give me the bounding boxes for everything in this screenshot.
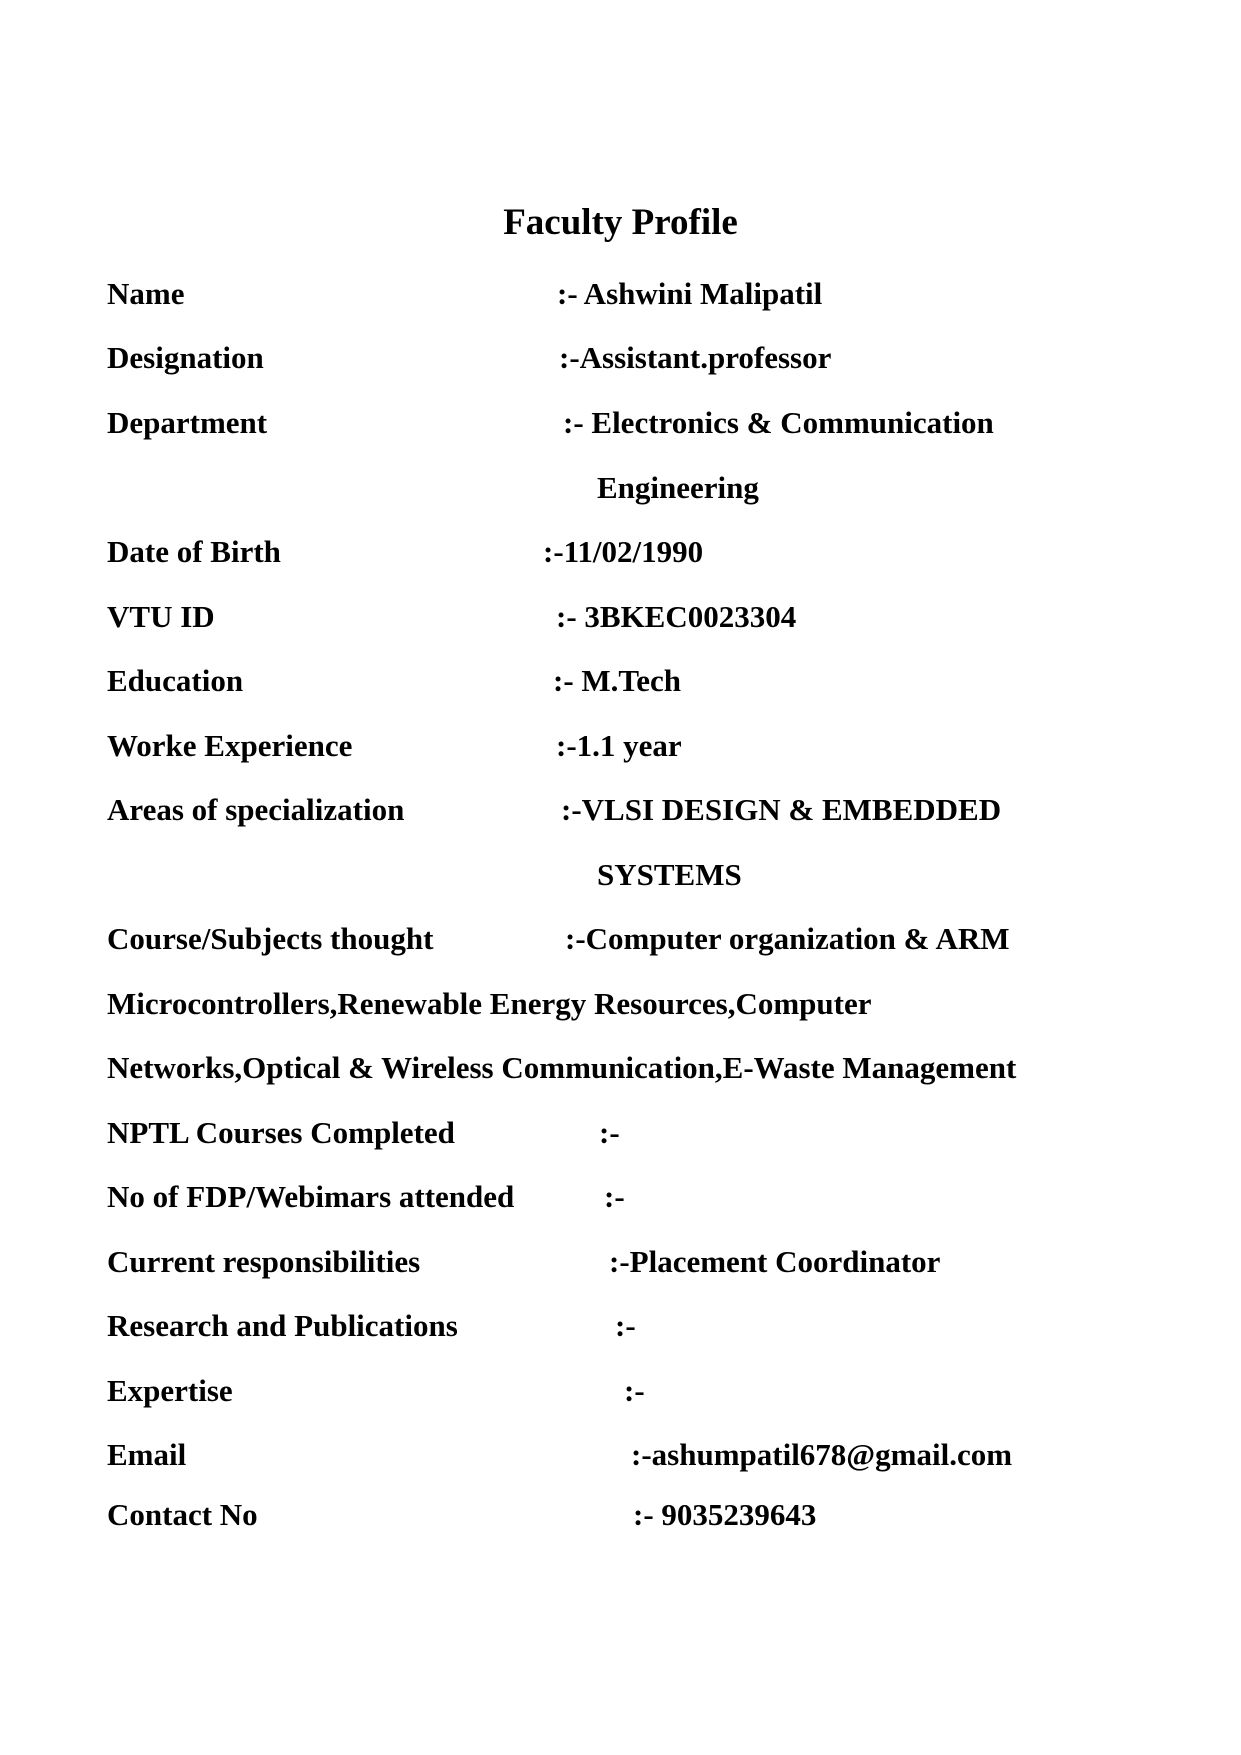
name-value: :- Ashwini Malipatil [557,276,823,311]
expertise-value: :- [624,1373,645,1408]
vtu-id-label: VTU ID [107,599,215,634]
name-label: Name [107,276,185,311]
fdp-label: No of FDP/Webimars attended [107,1179,515,1214]
research-label: Research and Publications [107,1308,458,1343]
email-value: :-ashumpatil678@gmail.com [631,1437,1013,1472]
education-label: Education [107,663,244,698]
specialization-value-continued: SYSTEMS [597,857,742,892]
education-value: :- M.Tech [553,663,681,698]
dob-value: :-11/02/1990 [543,534,704,569]
courses-value: :-Computer organization & ARM [565,921,1010,956]
courses-value-continued-1: Microcontrollers,Renewable Energy Resources,Computer [107,986,872,1021]
courses-label: Course/Subjects thought [107,921,434,956]
department-value-continued: Engineering [597,470,759,505]
designation-value: :-Assistant.professor [559,340,832,375]
specialization-value: :-VLSI DESIGN & EMBEDDED [561,792,1002,827]
expertise-label: Expertise [107,1373,233,1408]
dob-label: Date of Birth [107,534,281,569]
responsibilities-label: Current responsibilities [107,1244,421,1279]
responsibilities-value: :-Placement Coordinator [609,1244,941,1279]
nptl-value: :- [599,1115,620,1150]
experience-label: Worke Experience [107,728,353,763]
email-label: Email [107,1437,187,1472]
department-label: Department [107,405,268,440]
vtu-id-value: :- 3BKEC0023304 [556,599,797,634]
nptl-label: NPTL Courses Completed [107,1115,455,1150]
contact-label: Contact No [107,1497,258,1532]
courses-value-continued-2: Networks,Optical & Wireless Communication,E-Waste Management [107,1050,1017,1085]
experience-value: :-1.1 year [556,728,682,763]
designation-label: Designation [107,340,264,375]
page-title: Faculty Profile [503,202,738,243]
department-value: :- Electronics & Communication [563,405,994,440]
research-value: :- [615,1308,636,1343]
fdp-value: :- [604,1179,625,1214]
specialization-label: Areas of specialization [107,792,405,827]
contact-value: :- 9035239643 [633,1497,817,1532]
